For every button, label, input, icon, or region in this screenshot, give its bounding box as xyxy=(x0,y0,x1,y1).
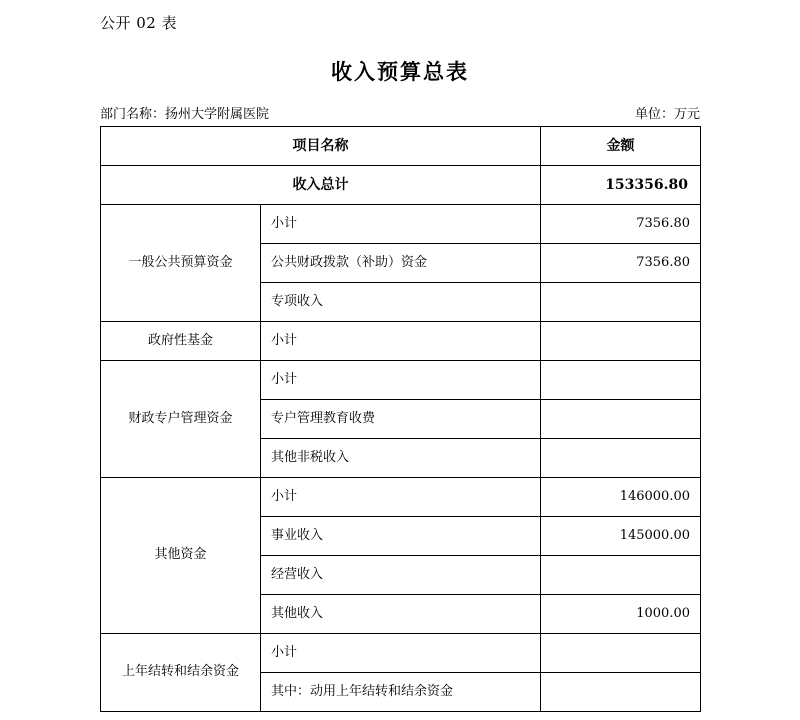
amount-cell xyxy=(541,283,701,322)
amount-cell: 146000.00 xyxy=(541,478,701,517)
table-row xyxy=(101,634,701,673)
amount-cell: 7356.80 xyxy=(541,205,701,244)
currency-unit-label: 单位：万元 xyxy=(634,107,700,122)
table-row xyxy=(101,205,701,244)
item-cell: 其他非税收入 xyxy=(261,439,541,478)
table-row xyxy=(101,322,701,361)
amount-cell xyxy=(541,361,701,400)
category-cell: 其他资金 xyxy=(101,478,261,634)
item-cell: 其他收入 xyxy=(261,595,541,634)
table-meta-row xyxy=(100,103,700,122)
amount-cell xyxy=(541,322,701,361)
category-cell: 上年结转和结余资金 xyxy=(101,634,261,712)
amount-cell xyxy=(541,673,701,712)
item-cell: 专户管理教育收费 xyxy=(261,400,541,439)
item-cell: 小计 xyxy=(261,361,541,400)
item-cell: 小计 xyxy=(261,478,541,517)
amount-cell xyxy=(541,634,701,673)
table-row xyxy=(101,478,701,517)
item-cell: 其中：动用上年结转和结余资金 xyxy=(261,673,541,712)
table-body xyxy=(101,127,701,712)
category-cell: 政府性基金 xyxy=(101,322,261,361)
amount-cell xyxy=(541,400,701,439)
amount-cell xyxy=(541,439,701,478)
category-cell: 财政专户管理资金 xyxy=(101,361,261,478)
table-row xyxy=(101,361,701,400)
header-cell-amount: 金额 xyxy=(541,127,701,166)
amount-cell: 7356.80 xyxy=(541,244,701,283)
total-label-cell: 收入总计 xyxy=(101,166,541,205)
department-name-label: 部门名称：扬州大学附属医院 xyxy=(100,107,270,122)
income-budget-table xyxy=(100,126,701,712)
item-cell: 小计 xyxy=(261,205,541,244)
amount-cell xyxy=(541,556,701,595)
table-row-total xyxy=(101,166,701,205)
item-cell: 小计 xyxy=(261,634,541,673)
page-title: 收入预算总表 xyxy=(331,59,469,84)
item-cell: 公共财政拨款（补助）资金 xyxy=(261,244,541,283)
item-cell: 经营收入 xyxy=(261,556,541,595)
category-cell: 一般公共预算资金 xyxy=(101,205,261,322)
header-cell-item: 项目名称 xyxy=(101,127,541,166)
amount-cell: 145000.00 xyxy=(541,517,701,556)
table-header-row xyxy=(101,127,701,166)
total-amount-cell: 153356.80 xyxy=(541,166,701,205)
form-number-label: 公开 02 表 xyxy=(100,14,178,32)
amount-cell: 1000.00 xyxy=(541,595,701,634)
item-cell: 小计 xyxy=(261,322,541,361)
item-cell: 事业收入 xyxy=(261,517,541,556)
item-cell: 专项收入 xyxy=(261,283,541,322)
